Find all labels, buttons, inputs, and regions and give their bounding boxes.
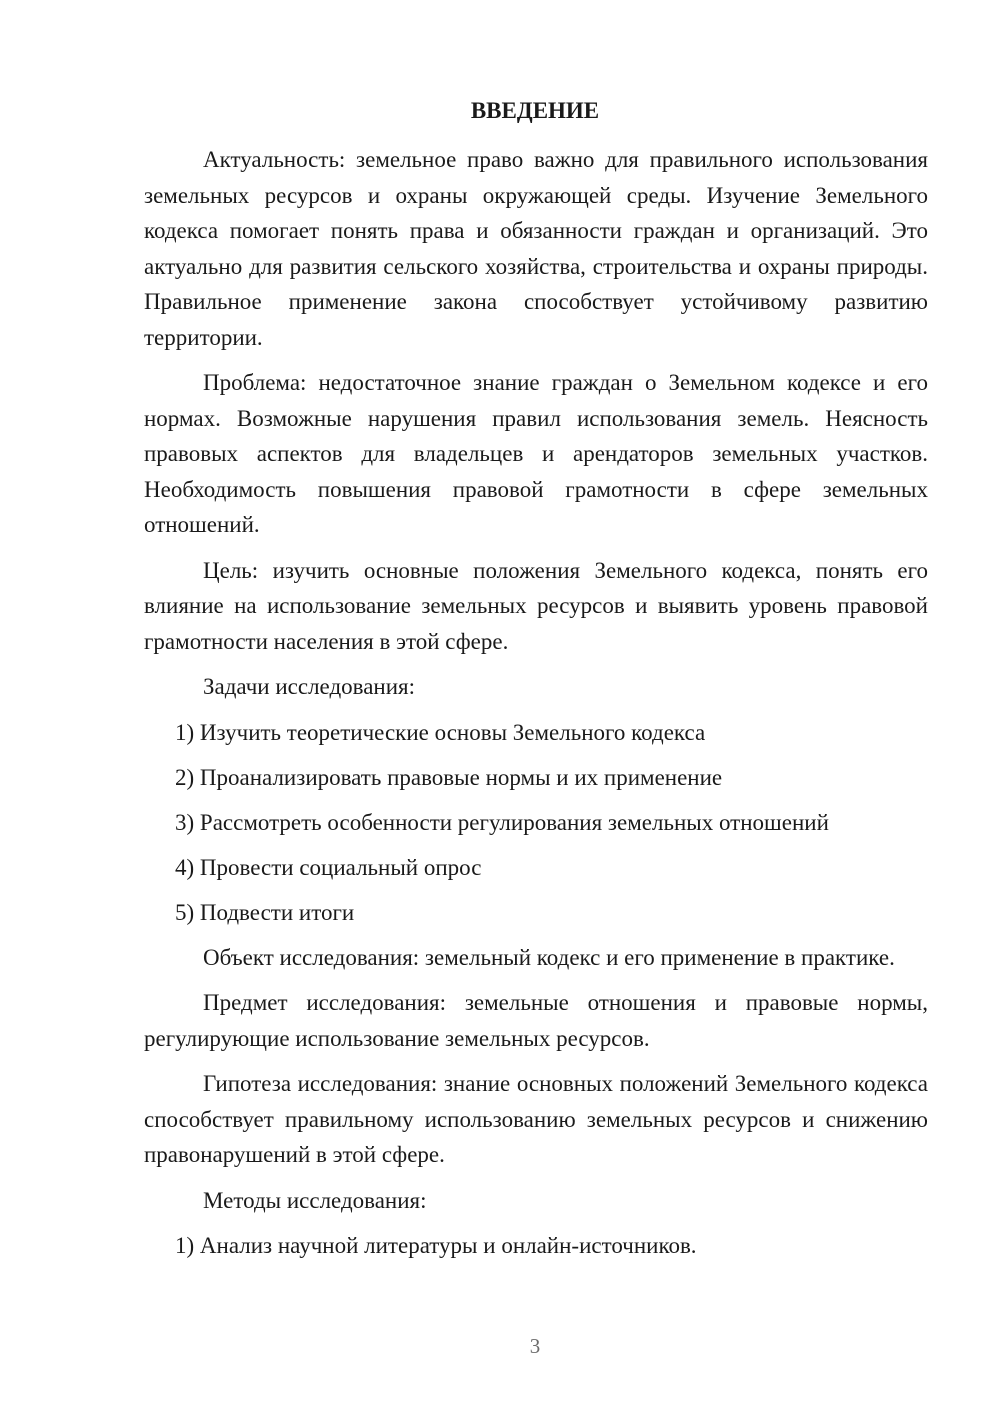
paragraph-problem: Проблема: недостаточное знание граждан о Земельном кодексе и его нормах. Возможные нарушения правил использования земель. Неясность правовых аспектов для владельцев и арендаторов земельных участков. Необходимость повышения правовой грамотности в сфере земельных отношений. bbox=[144, 370, 928, 537]
tasks-list bbox=[144, 715, 928, 931]
tasks-heading: Задачи исследования: bbox=[203, 674, 416, 699]
paragraph-object: Объект исследования: земельный кодекс и его применение в практике. bbox=[203, 944, 895, 970]
paragraph-subject: Предмет исследования: земельные отношения и правовые нормы, регулирующие использование земельных ресурсов. bbox=[144, 990, 928, 1051]
paragraph-relevance: Актуальность: земельное право важно для правильного использования земельных ресурсов и охраны окружающей среды. Изучение Земельного кодекса помогает понять права и обязанности граждан и организаций. Это актуально для развития сельского хозяйства, строительства и охраны природы. Правильное применение закона способствует устойчивому развитию территории. bbox=[144, 147, 928, 350]
page-body bbox=[144, 142, 928, 1273]
page-number: 3 bbox=[529, 1334, 541, 1358]
page-title: ВВЕДЕНИЕ bbox=[470, 98, 600, 123]
methods-heading: Методы исследования: bbox=[203, 1187, 427, 1213]
list-item: 2) Проанализировать правовые нормы и их применение bbox=[175, 764, 723, 790]
methods-list bbox=[144, 1228, 928, 1264]
list-item: 1) Изучить теоретические основы Земельного кодекса bbox=[175, 719, 706, 745]
list-item: 4) Провести социальный опрос bbox=[175, 854, 482, 880]
paragraph-goal: Цель: изучить основные положения Земельного кодекса, понять его влияние на использование земельных ресурсов и выявить уровень правовой грамотности населения в этой сфере. bbox=[144, 557, 928, 654]
list-item: 3) Рассмотреть особенности регулирования земельных отношений bbox=[175, 809, 829, 835]
list-item: 5) Подвести итоги bbox=[175, 899, 355, 925]
paragraph-hypothesis: Гипотеза исследования: знание основных положений Земельного кодекса способствует правильному использованию земельных ресурсов и снижению правонарушений в этой сфере. bbox=[144, 1071, 928, 1167]
list-item: 1) Анализ научной литературы и онлайн-источников. bbox=[175, 1233, 697, 1258]
